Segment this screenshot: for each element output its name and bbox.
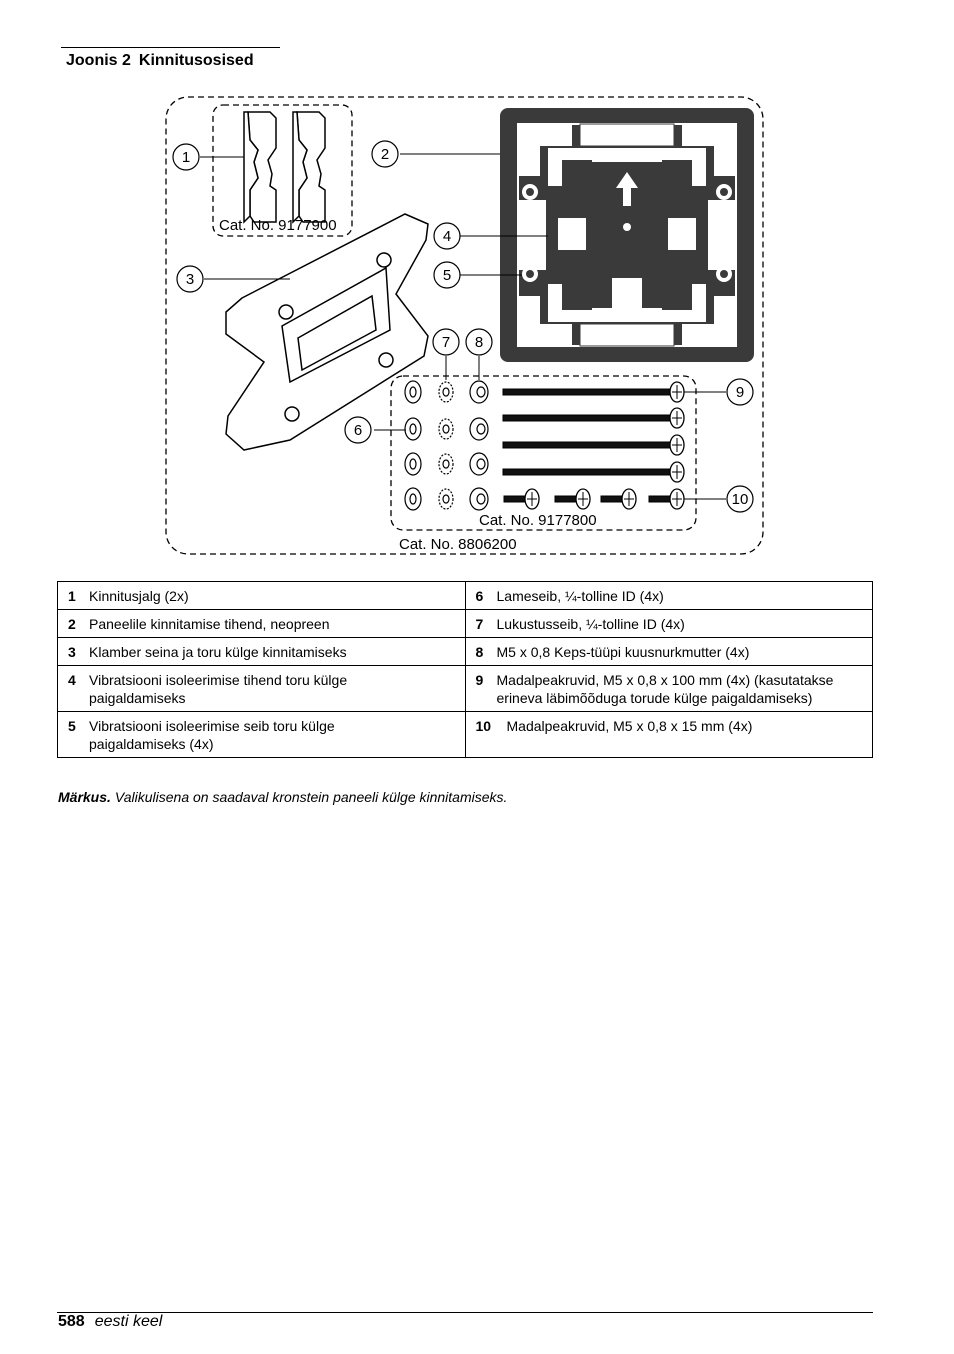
hex-nut-hole <box>477 494 485 504</box>
legend-cell <box>58 638 466 666</box>
cat-no-9177800: Cat. No. 9177800 <box>479 512 597 529</box>
legend-row <box>58 582 873 610</box>
mounting-hardware-illustration <box>0 0 954 580</box>
legend-item-number: 8 <box>475 644 484 660</box>
washers-and-nuts <box>405 381 488 510</box>
callout-number: 7 <box>441 334 451 351</box>
hex-nut-hole <box>477 387 485 397</box>
legend-cell <box>465 638 873 666</box>
figure-number: Joonis 2 <box>66 52 131 69</box>
note <box>58 789 507 805</box>
long-screw-shaft <box>503 415 673 421</box>
callout-number: 5 <box>442 267 452 284</box>
wall-bracket-shape <box>226 214 428 450</box>
callout-number: 9 <box>735 384 745 401</box>
mounting-foot-shape <box>244 112 325 222</box>
screws <box>503 382 684 509</box>
legend-item-number: 4 <box>68 672 76 688</box>
callout-number: 3 <box>185 271 195 288</box>
long-screw-shaft <box>503 442 673 448</box>
page-number: 588 <box>58 1313 85 1330</box>
legend-item-text: Paneelile kinnitamise tihend, neopreen <box>89 616 330 632</box>
legend-item-text: Lameseib, ¼-tolline ID (4x) <box>496 588 664 604</box>
flat-washer-hole <box>410 387 416 397</box>
legend-item-text: Lukustusseib, ¼-tolline ID (4x) <box>496 616 685 632</box>
cat-no-9177900: Cat. No. 9177900 <box>219 217 337 234</box>
legend-row <box>58 712 873 758</box>
legend-cell <box>465 712 873 758</box>
callout-number: 2 <box>380 146 390 163</box>
legend-cell <box>58 582 466 610</box>
up-marking: UP <box>619 153 635 165</box>
legend-item-number: 2 <box>68 616 76 632</box>
legend-item-text: Kinnitusjalg (2x) <box>89 588 189 604</box>
footer-rule <box>57 1312 873 1313</box>
legend-item-number: 3 <box>68 644 76 660</box>
flat-washer-hole <box>410 459 416 469</box>
long-screw-shaft <box>503 389 673 395</box>
legend-item-number: 1 <box>68 588 76 604</box>
long-screw-shaft <box>503 469 673 475</box>
legend-item-text: M5 x 0,8 Keps-tüüpi kuusnurkmutter (4x) <box>496 644 750 660</box>
flat-washer-hole <box>410 424 416 434</box>
legend-item-text: Vibratsiooni isoleerimise tihend toru külge paigaldamiseks <box>89 672 348 706</box>
lock-washer-hole <box>443 460 449 468</box>
legend-item-text: Madalpeakruvid, M5 x 0,8 x 100 mm (4x) (kasutatakse erineva läbimõõduga torude külge paigaldamiseks) <box>496 672 834 706</box>
legend-cell <box>58 712 466 758</box>
legend-item-text: Vibratsiooni isoleerimise seib toru külge paigaldamiseks (4x) <box>89 718 335 752</box>
note-text: Valikulisena on saadaval kronstein paneeli külge kinnitamiseks. <box>114 789 508 805</box>
callout-number: 4 <box>442 228 452 245</box>
callout-number: 6 <box>353 422 363 439</box>
legend-row <box>58 610 873 638</box>
callout-number: 1 <box>181 149 191 166</box>
hex-nut-hole <box>477 459 485 469</box>
callout-number: 8 <box>474 334 484 351</box>
callout-number: 10 <box>731 491 749 508</box>
figure-caption: Kinnitusosised <box>138 52 254 69</box>
legend-cell <box>465 582 873 610</box>
legend-item-text: Madalpeakruvid, M5 x 0,8 x 15 mm (4x) <box>506 718 753 734</box>
legend-row <box>58 638 873 666</box>
panel-gasket-shape <box>500 108 754 362</box>
legend-cell <box>58 610 466 638</box>
cat-no-8806200: Cat. No. 8806200 <box>399 536 517 553</box>
legend-row <box>58 666 873 712</box>
page-footer <box>58 1313 162 1331</box>
legend-item-number: 10 <box>475 718 492 734</box>
legend-table <box>57 581 873 758</box>
legend-item-number: 9 <box>475 672 484 688</box>
legend-item-number: 7 <box>475 616 484 632</box>
flat-washer-hole <box>410 494 416 504</box>
legend-cell <box>465 666 873 712</box>
legend-cell <box>58 666 466 712</box>
note-label: Märkus. <box>58 789 111 805</box>
legend-item-number: 5 <box>68 718 76 734</box>
hex-nut-hole <box>477 424 485 434</box>
lock-washer-hole <box>443 388 449 396</box>
legend-item-number: 6 <box>475 588 484 604</box>
legend-item-text: Klamber seina ja toru külge kinnitamiseks <box>89 644 347 660</box>
lock-washer-hole <box>443 495 449 503</box>
legend-cell <box>465 610 873 638</box>
kit-outline-9177800 <box>391 376 696 530</box>
lock-washer-hole <box>443 425 449 433</box>
footer-language: eesti keel <box>94 1313 163 1330</box>
